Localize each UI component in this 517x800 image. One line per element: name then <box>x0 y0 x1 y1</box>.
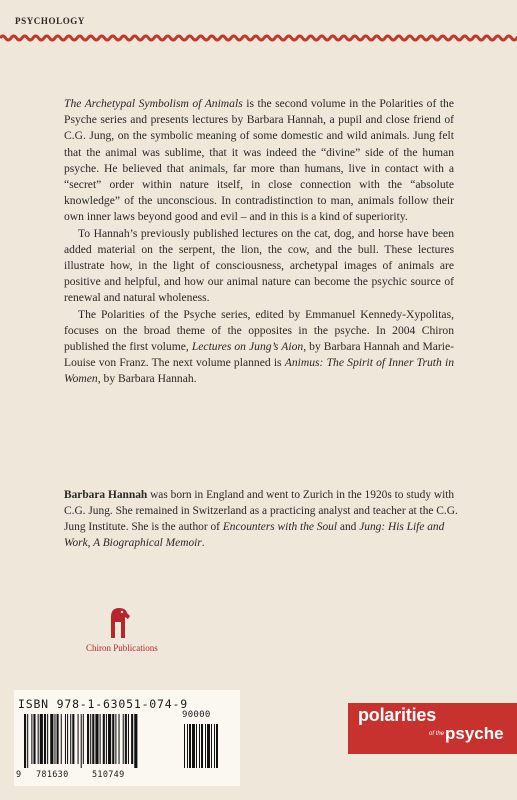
bio-text: . <box>201 537 205 549</box>
barcode-bar <box>24 714 26 768</box>
description-paragraph-2: To Hannah’s previously published lectures on the cat, dog, and horse have been added material on the serpent, the lion, the cow, and the bull. These lectures illustrate how, in the light of consciousness, archetypal images of animals are positive and helpful, and how our animal nature can become the psychic source of renewal and natural wholeness. <box>64 226 454 305</box>
barcode-bar <box>70 714 71 764</box>
bio-text: was born in England and went to Zurich in the 1920s to study with C.G. Jung. She remained in Switzerland as a practicing analyst and teacher at the C.G. Jung Institute. She is the author of <box>64 489 458 533</box>
barcode-addon-digits: 90000 <box>182 710 211 720</box>
book-title: Animus: The Spirit of Inner Truth in Women <box>64 356 454 386</box>
barcode-addon-bar <box>189 724 191 768</box>
barcode-bar <box>87 714 89 764</box>
barcode-digits-right: 510749 <box>92 770 125 780</box>
barcode-bar <box>44 714 46 764</box>
category-label: PSYCHOLOGY <box>15 16 86 26</box>
barcode-bar <box>119 714 120 764</box>
barcode-bar <box>115 714 116 764</box>
barcode-panel <box>14 690 240 786</box>
barcode-bar <box>57 714 59 764</box>
description-text: The Polarities of the Psyche series, edited by Emmanuel Kennedy-Xypolitas, focuses on the broad theme of the opposites in the psyche. In 2004 Chiron published the first volume, <box>64 307 454 354</box>
barcode-bar <box>54 714 55 764</box>
barcode-bar <box>134 714 137 768</box>
barcode-addon-bar <box>192 724 195 768</box>
barcode-addon-bar <box>187 724 188 768</box>
barcode-digits-left: 781630 <box>36 770 69 780</box>
barcode-addon-bar <box>216 724 218 768</box>
bio-text: and <box>337 521 360 533</box>
barcode-bar <box>125 714 127 764</box>
barcode-bar <box>100 714 101 764</box>
barcode-addon-bar <box>196 724 197 768</box>
barcode-bar <box>50 714 53 764</box>
barcode-bar <box>47 714 48 764</box>
barcode-addon-bar <box>201 724 203 768</box>
barcode-bar <box>65 714 66 764</box>
barcode-bar <box>33 714 35 764</box>
barcode-bar <box>78 714 79 764</box>
barcode-bar <box>106 714 107 764</box>
book-title: Lectures on Jung’s Aion <box>191 340 304 354</box>
barcode-bar <box>67 714 68 764</box>
barcode-bar <box>131 714 133 764</box>
barcode-bar <box>38 714 39 764</box>
barcode-bar <box>72 714 74 764</box>
isbn-label: ISBN 978-1-63051-074-9 <box>18 697 188 711</box>
barcode-bar <box>27 714 28 768</box>
decorative-wave-line <box>0 30 517 46</box>
barcode-bar <box>61 714 62 764</box>
barcode-bar <box>81 714 82 768</box>
book-title: Encounters with the Soul <box>222 521 338 533</box>
description-text: is the second volume in the Polarities of the Psyche series and presents lectures by Barbara Hannah, a pupil and close friend of C.G. Jung, on the symbolic meaning of some domestic and wild animals. Jung felt that the animal was sublime, that it was indeed the “divine” side of the human psyche. He believed that animals, far more than humans, live in contact with a “secret” order within nature itself, in close connection with the “absolute knowledge” of the unconscious. In contradistinction to man, animals follow their own inner laws beyond good and evil – and in this is a kind of superiority. <box>64 97 454 224</box>
barcode-bar <box>123 714 124 764</box>
barcode-addon-bar <box>207 724 210 768</box>
barcode-addon-bar <box>184 724 185 768</box>
barcode <box>24 714 234 770</box>
barcode-bar <box>108 714 111 764</box>
series-name-ofthe: of the <box>429 731 445 737</box>
book-description <box>64 96 454 388</box>
book-title: Jung: His Life and Work, A Biographical Memoir <box>64 521 445 549</box>
barcode-bar <box>90 714 91 764</box>
series-name-line2: psyche <box>445 724 504 743</box>
barcode-addon-bar <box>205 724 206 768</box>
author-name: Barbara Hannah <box>64 489 148 501</box>
barcode-bar <box>92 714 94 764</box>
barcode-addon-bar <box>199 724 200 768</box>
description-paragraph-1 <box>64 96 454 226</box>
barcode-bar <box>31 714 32 764</box>
chiron-horse-logo-icon <box>106 605 132 639</box>
barcode-bar <box>95 714 98 764</box>
description-text: , by Barbara Hannah. <box>97 372 197 386</box>
barcode-bar <box>128 714 129 764</box>
barcode-bar <box>40 714 43 764</box>
publisher-logo <box>86 605 176 653</box>
description-text: , by Barbara Hannah and Marie-Louise von Franz. The next volume planned is <box>64 340 454 370</box>
author-bio <box>64 487 459 551</box>
publisher-name: Chiron Publications <box>86 643 158 653</box>
barcode-bar <box>83 714 84 764</box>
series-name-line1: polarities <box>358 705 437 725</box>
barcode-addon-bar <box>214 724 215 768</box>
barcode-digit-lead: 9 <box>16 770 22 780</box>
barcode-addon-bar <box>211 724 212 768</box>
book-title: The Archetypal Symbolism of Animals <box>64 97 243 110</box>
series-logo <box>348 703 517 754</box>
description-paragraph-3 <box>64 307 454 388</box>
barcode-bar <box>112 714 114 764</box>
barcode-bar <box>103 714 105 764</box>
